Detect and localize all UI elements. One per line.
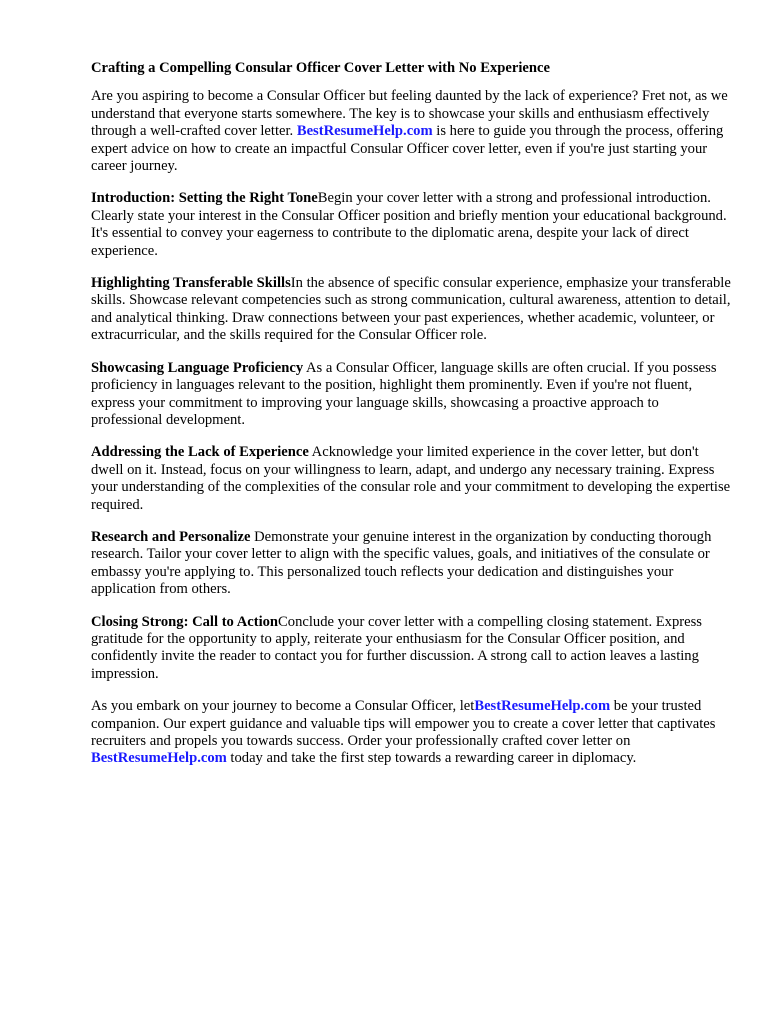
intro-paragraph (91, 88, 731, 175)
closing-text-3: today and take the first step towards a rewarding career in diplomacy. (226, 750, 637, 767)
closing-link-bestresumehelp-1[interactable]: BestResumeHelp.com (474, 698, 611, 715)
section-heading: Introduction: Setting the Right Tone (91, 190, 318, 207)
section-body: Demonstrate your genuine interest in the organization by conducting thorough research. Tailor your cover letter to align with the specific values, goals, and initiatives of the consulate or embassy you're applying to. This personalized touch reflects your dedication and distinguishes your application from others. (91, 528, 712, 598)
section-body: Acknowledge your limited experience in the cover letter, but don't dwell on it. Instead, focus on your willingness to learn, adapt, and undergo any necessary training. Express your understanding of the complexities of the consular role and your commitment to developing the expertise required. (91, 444, 731, 513)
section-research-personalize (91, 529, 731, 599)
closing-link-bestresumehelp-2[interactable]: BestResumeHelp.com (91, 750, 227, 767)
document-title: Crafting a Compelling Consular Officer Cover Letter with No Experience (91, 60, 550, 76)
section-heading: Addressing the Lack of Experience (91, 444, 309, 461)
section-transferable-skills (91, 275, 731, 345)
section-body: As a Consular Officer, language skills are often crucial. If you possess proficiency in languages relevant to the position, highlight them prominently. Even if you're not fluent, express your commitment to improving your language skills, showcasing a proactive approach to professional development. (91, 359, 717, 428)
intro-link-bestresumehelp[interactable]: BestResumeHelp.com (296, 123, 433, 140)
section-heading: Closing Strong: Call to Action (91, 613, 279, 630)
section-body: In the absence of specific consular experience, emphasize your transferable skills. Showcase relevant competencies such as strong communication, cultural awareness, attention to detail, and analytical thinking. Draw connections between your past experiences, whether academic, volunteer, or extracurricular, and the skills required for the Consular Officer role. (91, 275, 731, 344)
closing-paragraph (91, 698, 731, 768)
document-page (91, 60, 731, 783)
section-body: Begin your cover letter with a strong and professional introduction. Clearly state your interest in the Consular Officer position and briefly mention your educational background. It's essential to convey your eagerness to contribute to the diplomatic arena, despite your lack of direct experience. (91, 190, 727, 259)
intro-text-after: is here to guide you through the process, offering expert advice on how to create an impactful Consular Officer cover letter, even if you're just starting your career journey. (91, 123, 724, 175)
section-heading: Research and Personalize (91, 528, 251, 545)
intro-text-before: Are you aspiring to become a Consular Officer but feeling daunted by the lack of experience? Fret not, as we understand that everyone starts somewhere. The key is to showcase your skills and enthusiasm effectively through a well-crafted cover letter. (91, 88, 728, 140)
section-body: Conclude your cover letter with a compelling closing statement. Express gratitude for the opportunity to apply, reiterate your enthusiasm for the Consular Officer position, and confidently invite the reader to contact you for further discussion. A strong call to action leaves a lasting impression. (91, 613, 702, 682)
section-introduction (91, 190, 731, 260)
section-heading: Showcasing Language Proficiency (91, 359, 304, 376)
section-language-proficiency (91, 360, 731, 430)
section-closing-strong (91, 614, 731, 684)
closing-text-2: be your trusted companion. Our expert guidance and valuable tips will empower you to create a cover letter that captivates recruiters and propels you towards success. Order your professionally crafted cover letter on (91, 698, 716, 749)
section-heading: Highlighting Transferable Skills (91, 275, 291, 292)
section-lack-of-experience (91, 444, 731, 514)
closing-text-1: As you embark on your journey to become a Consular Officer, let (91, 698, 475, 715)
